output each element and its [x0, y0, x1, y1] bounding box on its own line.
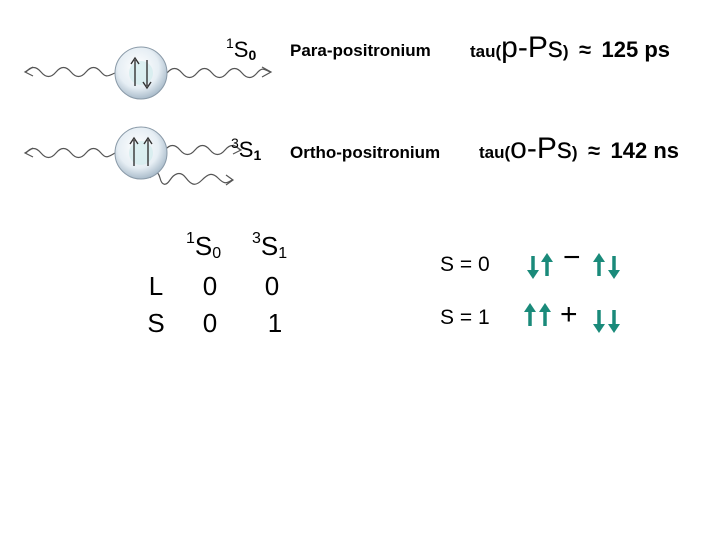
spin-down-arrow: [593, 310, 605, 333]
table-cell: 0: [202, 308, 218, 338]
table-cell: 0: [202, 271, 218, 301]
para-term-symbol: $^1S_0$: [226, 35, 257, 63]
para-name: Para-positronium: [290, 41, 431, 60]
table-row-label: L: [148, 271, 164, 301]
table-column-header: $^3S_1$: [252, 230, 288, 262]
spin-state-label: S = 1: [440, 306, 490, 329]
ortho-name: Ortho-positronium: [290, 143, 441, 162]
para-lifetime: tau(p-Ps) ≈ 125 ps: [470, 31, 671, 64]
spin-up-arrow: [539, 303, 551, 326]
ortho-term-symbol: $^3S_1$: [231, 135, 262, 163]
table-column-header: $^1S_0$: [186, 230, 222, 262]
spin-down-arrow: [608, 310, 620, 333]
spin-up-arrow: [541, 253, 553, 276]
table-row-label: S: [147, 308, 165, 338]
table-cell: 1: [267, 308, 283, 338]
spin-up-arrow: [593, 253, 605, 276]
table-cell: 0: [264, 271, 280, 301]
ortho-lifetime: tau(o-Ps) ≈ 142 ns: [479, 132, 680, 165]
spin-down-arrow: [608, 256, 620, 279]
minus-operator: −: [563, 241, 581, 274]
spin-state-label: S = 0: [440, 253, 490, 276]
spin-down-arrow: [527, 256, 539, 279]
spin-up-arrow: [524, 303, 536, 326]
plus-operator: +: [560, 298, 578, 331]
